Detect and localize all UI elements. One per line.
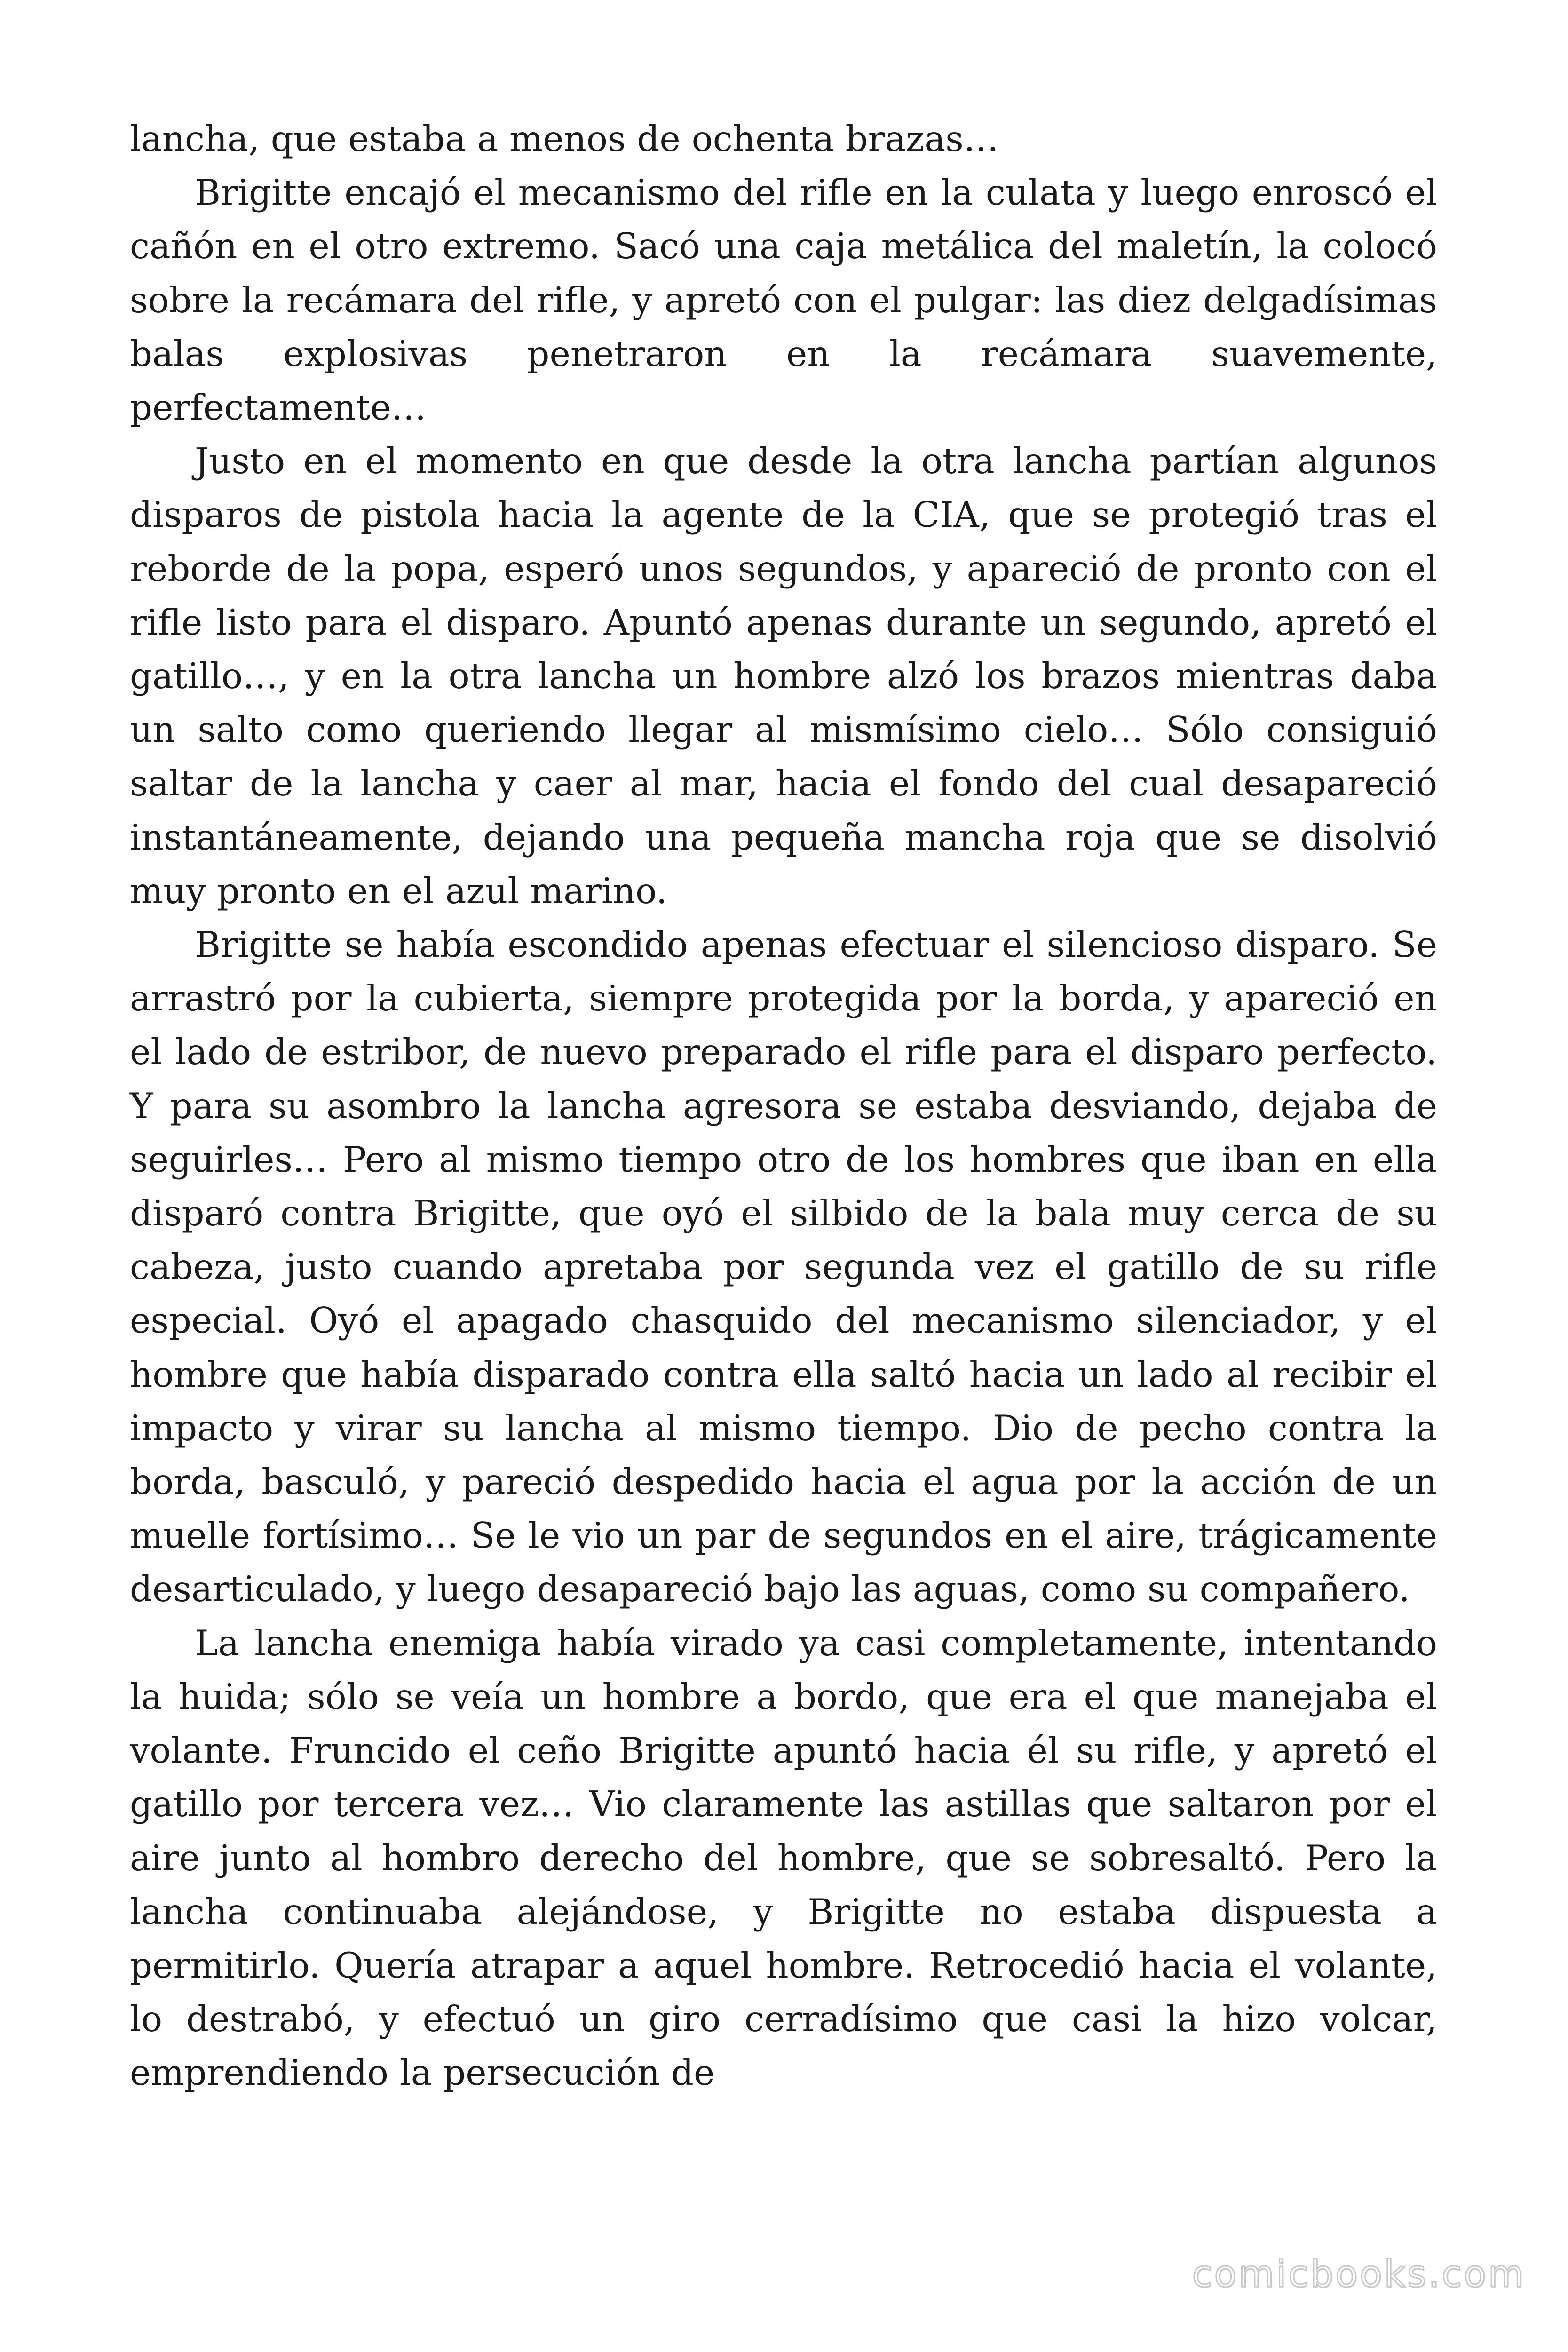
paragraph-first-shot: Justo en el momento en que desde la otra lancha partían algunos disparos de pistola hacia la agente de la CIA, que se protegió tras el reborde de la popa, esperó unos segundos, y apareció de pronto con el rifle listo para el disparo. Apuntó apenas durante un segundo, apretó el gatillo…, y en la otra lancha un hombre alzó los brazos mientras daba un salto como queriendo llegar al mismísimo cielo… Sólo consiguió saltar de la lancha y caer al mar, hacia el fondo del cual desapareció instantáneamente, dejando una pequeña mancha roja que se disolvió muy pronto en el azul marino. <box>130 440 1437 912</box>
paragraph-pursuit: La lancha enemiga había virado ya casi completamente, intentando la huida; sólo se veía un hombre a bordo, que era el que manejaba el volante. Fruncido el ceño Brigitte apuntó hacia él su rifle, y apretó el gatillo por tercera vez… Vio claramente las astillas que saltaron por el aire junto al hombro derecho del hombre, que se sobresaltó. Pero la lancha continuaba alejándose, y Brigitte no estaba dispuesta a permitirlo. Quería atrapar a aquel hombre. Retrocedió hacia el volante, lo destrabó, y efectuó un giro cerradísimo que casi la hizo volcar, emprendiendo la persecución de <box>130 1622 1437 2094</box>
watermark: comicbooks.com <box>1192 2253 1526 2296</box>
paragraph-continuation: lancha, que estaba a menos de ochenta brazas… <box>130 118 999 159</box>
paragraph-second-shot: Brigitte se había escondido apenas efectuar el silencioso disparo. Se arrastró por la cubierta, siempre protegida por la borda, y apareció en el lado de estribor, de nuevo preparado el rifle para el disparo perfecto. Y para su asombro la lancha agresora se estaba desviando, dejaba de seguirles… Pero al mismo tiempo otro de los hombres que iban en ella disparó contra Brigitte, que oyó el silbido de la bala muy cerca de su cabeza, justo cuando apretaba por segunda vez el gatillo de su rifle especial. Oyó el apagado chasquido del mecanismo silenciador, y el hombre que había disparado contra ella saltó hacia un lado al recibir el impacto y virar su lancha al mismo tiempo. Dio de pecho contra la borda, basculó, y pareció despedido hacia el agua por la acción de un muelle fortísimo… Se le vio un par de segundos en el aire, trágicamente desarticulado, y luego desapareció bajo las aguas, como su compañero. <box>130 924 1437 1610</box>
body-text <box>130 112 1437 2100</box>
paragraph-rifle-assembly: Brigitte encajó el mecanismo del rifle en la culata y luego enroscó el cañón en el otro extremo. Sacó una caja metálica del maletín, la colocó sobre la recámara del rifle, y apretó con el pulgar: las diez delgadísimas balas explosivas penetraron en la recámara suavemente, perfectamente… <box>130 172 1437 429</box>
